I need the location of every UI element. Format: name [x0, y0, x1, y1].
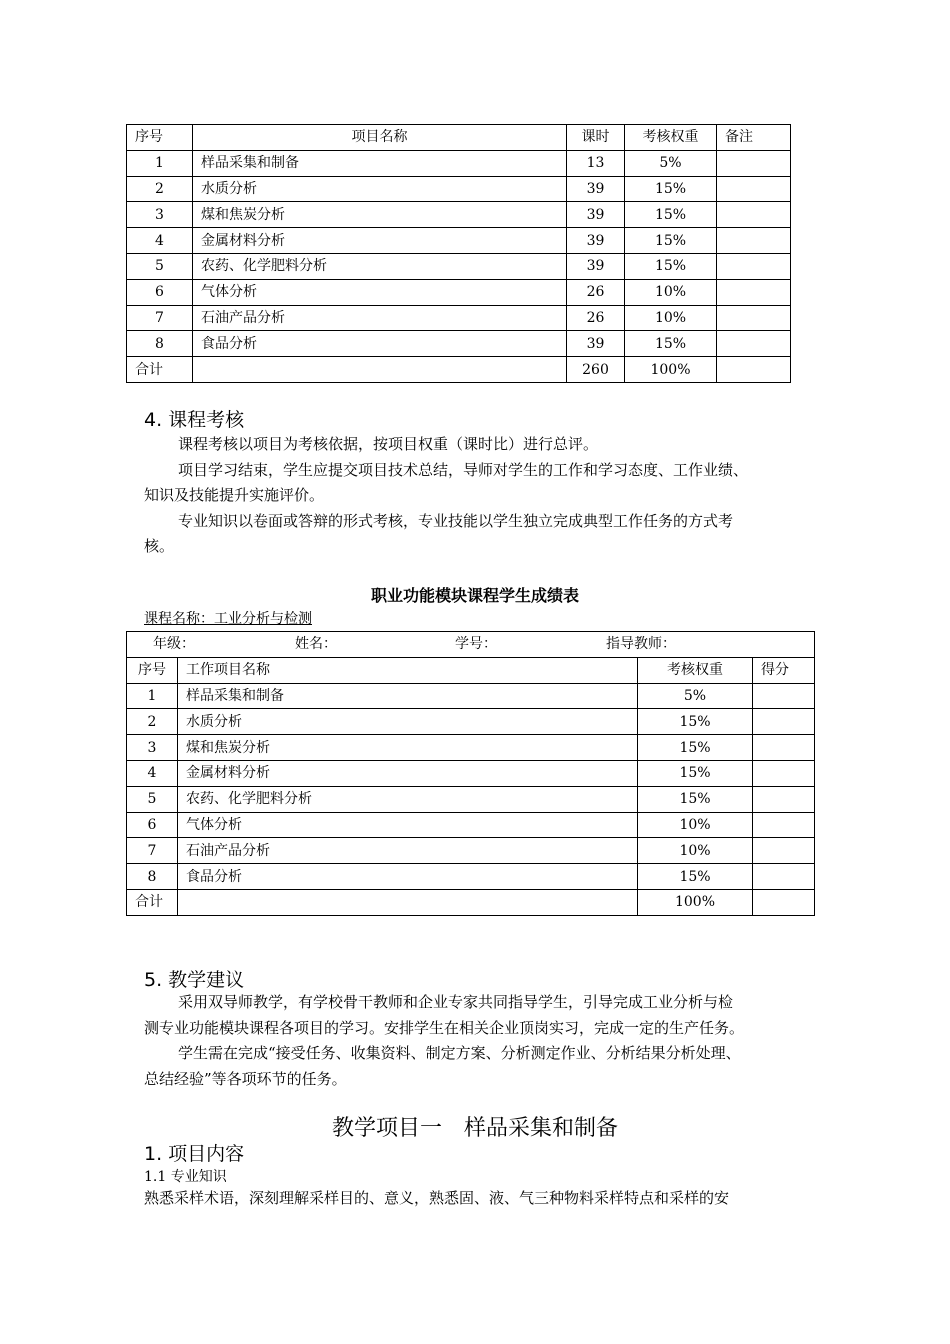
table-cell: [178, 889, 638, 915]
table-row: [127, 202, 791, 228]
course-name-line: [144, 608, 312, 628]
score-row: [127, 838, 815, 864]
table-cell: 金属材料分析: [193, 228, 567, 254]
table-cell: [753, 838, 815, 864]
table-cell: 农药、化学肥料分析: [178, 786, 638, 812]
table-cell: [753, 812, 815, 838]
table-cell: 39: [567, 202, 625, 228]
score-row: [127, 709, 815, 735]
table-cell: [717, 228, 791, 254]
table-cell: 5%: [625, 150, 717, 176]
table-total-row: [127, 357, 791, 383]
table-cell: 7: [127, 305, 193, 331]
table-cell: 6: [127, 812, 178, 838]
project1-subheading: 1.1 专业知识: [144, 1169, 227, 1185]
score-row: [127, 683, 815, 709]
table-cell: [753, 864, 815, 890]
table-cell: 序号: [127, 657, 178, 683]
table-cell: 1: [127, 683, 178, 709]
course-name: 工业分析与检测: [214, 611, 312, 627]
table-cell: 3: [127, 735, 178, 761]
table-cell: 8: [127, 864, 178, 890]
score-row: [127, 786, 815, 812]
table-cell: 5: [127, 253, 193, 279]
table-cell: 金属材料分析: [178, 760, 638, 786]
student-name-label: 姓名：: [295, 636, 337, 652]
table-cell: 8: [127, 331, 193, 357]
table-cell: [717, 331, 791, 357]
table-cell: [717, 150, 791, 176]
table-cell: 煤和焦炭分析: [193, 202, 567, 228]
section5-heading: 5. 教学建议: [144, 969, 245, 991]
table-row: [127, 176, 791, 202]
table-cell: 样品采集和制备: [193, 150, 567, 176]
table-cell: 水质分析: [178, 709, 638, 735]
table-row: [127, 253, 791, 279]
table-cell: 100%: [638, 889, 753, 915]
project1-title: 教学项目一 样品采集和制备: [331, 1116, 618, 1141]
student-id-label: 学号：: [455, 636, 497, 652]
score-total-row: [127, 889, 815, 915]
table-row: [127, 279, 791, 305]
table-cell: 5%: [638, 683, 753, 709]
table-cell: 6: [127, 279, 193, 305]
table-cell: 气体分析: [178, 812, 638, 838]
table-cell: 260: [567, 357, 625, 383]
section5-body: [144, 990, 824, 1092]
project1-paragraph: 熟悉采样术语，深刻理解采样目的、意义，熟悉固、液、气三种物料采样特点和采样的安: [144, 1189, 730, 1207]
score-row: [127, 760, 815, 786]
table-cell: 气体分析: [193, 279, 567, 305]
table-cell: 课时: [567, 125, 625, 151]
table-cell: 石油产品分析: [178, 838, 638, 864]
table-cell: [717, 357, 791, 383]
teacher-label: 指导教师：: [606, 636, 676, 652]
section4-body: [144, 432, 824, 560]
grade-label: 年级：: [153, 636, 195, 652]
score-row: [127, 864, 815, 890]
table-cell: [717, 279, 791, 305]
table-header-row: [127, 125, 791, 151]
section5-p1b: 测专业功能模块课程各项目的学习。安排学生在相关企业顶岗实习，完成一定的生产任务。: [144, 1018, 745, 1037]
table-cell: 合计: [127, 357, 193, 383]
project1-content-heading: 1. 项目内容: [144, 1143, 245, 1165]
section4-heading: 4. 课程考核: [144, 409, 245, 431]
table-cell: 水质分析: [193, 176, 567, 202]
table-cell: 15%: [638, 735, 753, 761]
section5-p1a: 采用双导师教学，有学校骨干教师和企业专家共同指导学生，引导完成工业分析与检: [178, 993, 734, 1011]
table-cell: [753, 760, 815, 786]
table-cell: 4: [127, 228, 193, 254]
table-cell: 15%: [638, 760, 753, 786]
table-cell: 39: [567, 253, 625, 279]
table-cell: 15%: [638, 709, 753, 735]
score-row: [127, 735, 815, 761]
table-cell: [717, 202, 791, 228]
table-cell: [753, 709, 815, 735]
table-cell: 项目名称: [193, 125, 567, 151]
course-label: 课程名称：: [144, 611, 214, 627]
hours-table: [126, 124, 791, 383]
table-cell: 15%: [625, 331, 717, 357]
table-cell: 26: [567, 279, 625, 305]
score-header-row: [127, 657, 815, 683]
table-cell: 26: [567, 305, 625, 331]
section4-p1: 课程考核以项目为考核依据，按项目权重（课时比）进行总评。: [178, 435, 599, 453]
info-row: [127, 632, 815, 658]
section4-p3a: 专业知识以卷面或答辩的形式考核，专业技能以学生独立完成典型工作任务的方式考: [178, 511, 734, 530]
table-cell: 2: [127, 176, 193, 202]
table-cell: 39: [567, 228, 625, 254]
table-cell: 3: [127, 202, 193, 228]
table-cell: 工作项目名称: [178, 657, 638, 683]
table-cell: 100%: [625, 357, 717, 383]
table-cell: 15%: [638, 786, 753, 812]
score-table: [126, 631, 815, 916]
table-cell: 10%: [638, 812, 753, 838]
table-row: [127, 150, 791, 176]
table-cell: [753, 786, 815, 812]
section4-p3b: 核。: [144, 537, 175, 555]
table-cell: 考核权重: [638, 657, 753, 683]
table-cell: 15%: [625, 202, 717, 228]
table-cell: 15%: [625, 253, 717, 279]
table-cell: 2: [127, 709, 178, 735]
table-cell: 食品分析: [178, 864, 638, 890]
table-cell: [717, 253, 791, 279]
table-cell: [717, 305, 791, 331]
table-cell: 得分: [753, 657, 815, 683]
table-cell: 煤和焦炭分析: [178, 735, 638, 761]
table-cell: 5: [127, 786, 178, 812]
table-cell: 7: [127, 838, 178, 864]
table-cell: 15%: [625, 176, 717, 202]
table-cell: 13: [567, 150, 625, 176]
table-cell: 食品分析: [193, 331, 567, 357]
table-cell: 石油产品分析: [193, 305, 567, 331]
table-cell: [753, 889, 815, 915]
table-cell: [193, 357, 567, 383]
table-cell: 备注: [717, 125, 791, 151]
section5-p2b: 总结经验”等各项环节的任务。: [144, 1069, 347, 1088]
table-row: [127, 228, 791, 254]
table-cell: 农药、化学肥料分析: [193, 253, 567, 279]
table-cell: 39: [567, 331, 625, 357]
table-row: [127, 305, 791, 331]
table-cell: 15%: [625, 228, 717, 254]
table-cell: 考核权重: [625, 125, 717, 151]
table-cell: [753, 735, 815, 761]
section4-p2b: 知识及技能提升实施评价。: [144, 486, 325, 504]
table-cell: 15%: [638, 864, 753, 890]
table-cell: 合计: [127, 889, 178, 915]
table-cell: [717, 176, 791, 202]
table-cell: [753, 683, 815, 709]
score-sheet-title: 职业功能模块课程学生成绩表: [370, 586, 579, 605]
table-cell: 序号: [127, 125, 193, 151]
table-row: [127, 331, 791, 357]
score-row: [127, 812, 815, 838]
section5-p2a: 学生需在完成“接受任务、收集资料、制定方案、分析测定作业、分析结果分析处理、: [178, 1044, 741, 1062]
table-cell: 39: [567, 176, 625, 202]
table-cell: 4: [127, 760, 178, 786]
table-cell: 10%: [625, 279, 717, 305]
table-cell: 样品采集和制备: [178, 683, 638, 709]
section4-p2a: 项目学习结束，学生应提交项目技术总结，导师对学生的工作和学习态度、工作业绩、: [178, 460, 749, 479]
table-cell: 10%: [625, 305, 717, 331]
table-cell: 1: [127, 150, 193, 176]
table-cell: 10%: [638, 838, 753, 864]
